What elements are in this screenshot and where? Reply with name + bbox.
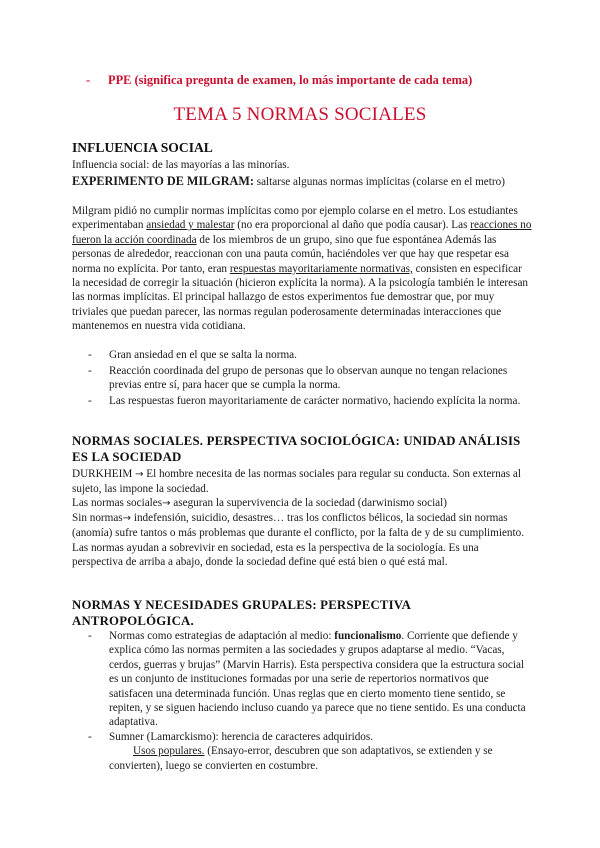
list-item [88, 364, 528, 393]
list-item [88, 730, 528, 773]
supervivencia-line [72, 496, 532, 511]
para-text: Milgram pidió no cumplir normas implícitas como por ejemplo colarse en el metro. Los estudiantes experimentaban [72, 205, 518, 232]
bullet: - [88, 731, 92, 743]
bullet: - [88, 349, 92, 361]
bullet: - [88, 395, 92, 407]
list-item [88, 629, 528, 730]
bullet: - [88, 365, 92, 377]
list-item-text: Reacción coordinada del grupo de personas que lo observan aunque no tengan relaciones previas entre sí, para hacer que se cumpla la norma. [109, 365, 508, 392]
list-item-text: Gran ansiedad en el que se salta la norma. [109, 349, 297, 361]
heading-influencia-social: INFLUENCIA SOCIAL [72, 140, 213, 155]
heading-perspectiva-antropologica: NORMAS Y NECESIDADES GRUPALES: PERSPECTIVA ANTROPOLÓGICA. [72, 598, 411, 628]
ppe-note [86, 72, 526, 88]
para-text: consisten en especificar la necesidad de corregir la situación (hicieron explícita la norma). A la psicología también le interesan las normas implícitas. El principal hallazgo de estos experimentos fue demostrar que, por muy triviales que puedan parecer, las normas regulan poderosamente determinadas interacciones que mantenemos en nuestra vida cotidiana. [72, 262, 529, 333]
para-text: Sin normas [72, 512, 123, 524]
ppe-bullet: - [86, 73, 91, 87]
para-text: . Corriente que defiende y explica cómo las normas permiten a las sociedades y grupos adaptarse al medio. “Vacas, cerdos, guerras y brujas” (Marvin Harris). Esta perspectiva considera que la estructura social es un conjunto de instituciones formadas por una serie de repertorios normativos que satisfacen una determinada función. Unas reglas que en cierto momento tiene sentido, se repiten, y se siguen haciendo incluso cuando ya parece que no tiene sentido. Es una conducta adaptativa. [109, 630, 526, 729]
durkheim-paragraph [72, 467, 532, 497]
usos-populares-term: Usos populares. [133, 745, 205, 758]
para-text: Las normas sociales [72, 497, 163, 509]
para-text: DURKHEIM [72, 468, 136, 480]
para-text: de los miembros de un grupo, sino que fue espontánea Además las personas de alrededor, reaccionan con una pauta común, haciéndoles ver que hay que respetar esa norma no explícita. Por tanto, eran [72, 233, 509, 275]
milgram-heading: EXPERIMENTO DE MILGRAM: [72, 174, 254, 188]
heading-perspectiva-sociologica: NORMAS SOCIALES. PERSPECTIVA SOCIOLÓGICA: UNIDAD ANÁLISIS ES LA SOCIEDAD [72, 434, 521, 464]
ppe-text: PPE (significa pregunta de examen, lo más importante de cada tema) [108, 73, 473, 87]
para-underline-reacciones: reacciones no fueron la acción coordinada [72, 219, 532, 246]
arrow-icon: → [162, 498, 171, 509]
para-text: Sumner (Lamarckismo): herencia de caracteres adquiridos. [109, 731, 374, 743]
para-underline-ansiedad: ansiedad y malestar [146, 219, 235, 232]
list-item-text [109, 629, 528, 730]
para-text: (Ensayo-error, descubren que son adaptativos, se extienden y se convierten), luego se convierten en costumbre. [109, 745, 493, 772]
intro-text: Influencia social: de las mayorías a las minorías. [72, 159, 290, 171]
para-text: aseguran la supervivencia de la sociedad (darwinismo social) [170, 497, 447, 509]
para-text: indefensión, suicidio, desastres… tras los conflictos bélicos, la sociedad sin normas (anomía) sufre tantos o más problemas que durante el conflicto, por la falta de y de su cumplimiento. Las normas ayudan a sobrevivir en sociedad, esta es la perspectiva de la sociología. Es una perspectiva de arriba a abajo, donde la sociedad define qué está bien o qué está mal. [72, 512, 525, 569]
list-item [88, 348, 528, 362]
arrow-icon: → [135, 469, 144, 480]
milgram-paragraph [72, 204, 532, 334]
para-text: El hombre necesita de las normas sociales para regular su conducta. Son externas al sujeto, las impone la sociedad. [72, 468, 521, 496]
milgram-heading-line [72, 174, 532, 189]
funcionalismo-term: funcionalismo [334, 630, 402, 642]
para-text: (no era proporcional al daño que podía causar). Las [234, 219, 471, 232]
bullet: - [88, 630, 92, 642]
sin-normas-paragraph [72, 511, 532, 570]
list-item [88, 394, 528, 408]
para-text: Normas como estrategias de adaptación al medio: [109, 630, 335, 642]
para-underline-respuestas: respuestas mayoritariamente normativas, [229, 262, 413, 275]
list-item-text: Las respuestas fueron mayoritariamente de carácter normativo, haciendo explícita la norma. [109, 395, 521, 407]
arrow-icon: → [122, 513, 132, 524]
page-title: TEMA 5 NORMAS SOCIALES [173, 104, 427, 125]
milgram-heading-rest: saltarse algunas normas implícitas (colarse en el metro) [253, 176, 505, 188]
list-item-text [109, 730, 528, 773]
